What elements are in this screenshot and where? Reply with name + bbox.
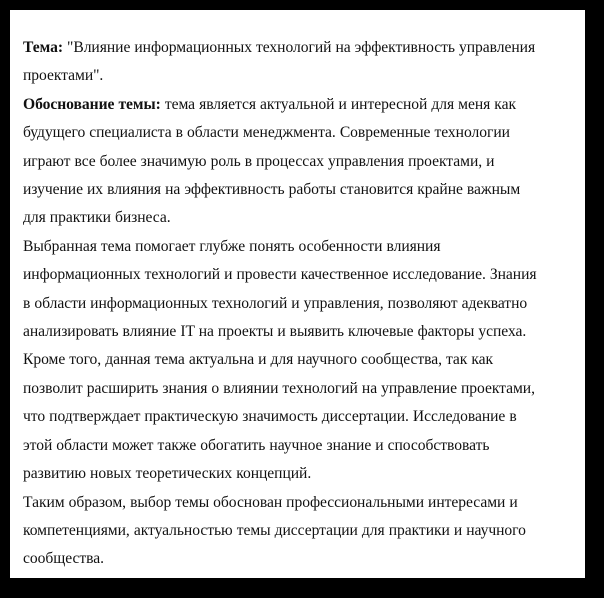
paragraph-3-line-3: что подтверждает практическую значимость диссертации. Исследование в <box>23 408 517 426</box>
paragraph-3-line-4: этой области может также обогатить научное знание и способствовать <box>23 436 490 454</box>
topic-title-text: "Влияние информационных технологий на эффективность управления <box>62 39 536 56</box>
justification-paragraph <box>23 91 575 233</box>
paragraph-3-line-2: позволит расширить знания о влиянии технологий на управление проектами, <box>23 379 535 397</box>
paragraph-2-line-3: в области информационных технологий и управления, позволяют адекватно <box>23 294 528 312</box>
justification-line-5: для практики бизнеса. <box>23 209 171 227</box>
paragraph-3-line-1: Кроме того, данная тема актуальна и для научного сообщества, так как <box>23 351 494 369</box>
justification-line-3: играют все более значимую роль в процессах управления проектами, и <box>23 152 495 170</box>
justification-text: тема является актуальной и интересной для меня как <box>160 95 516 113</box>
paragraph-3-line-5: развитию новых теоретических концепций. <box>23 465 312 483</box>
paragraph-2-line-2: информационных технологий и провести качественное исследование. Знания <box>23 266 537 284</box>
paragraph-3 <box>23 346 575 488</box>
justification-label: Обоснование темы: <box>23 95 161 113</box>
justification-line-1 <box>23 91 575 119</box>
paragraph-4-line-2: компетенциями, актуальностью темы диссертации для практики и научного <box>23 521 526 539</box>
justification-line-4: изучение их влияния на эффективность работы становится крайне важным <box>23 181 521 199</box>
document-page <box>10 10 585 578</box>
paragraph-2-line-4: анализировать влияние IT на проекты и выявить ключевые факторы успеха. <box>23 323 527 341</box>
topic-line-2: проектами". <box>23 67 104 85</box>
paragraph-4 <box>23 489 575 574</box>
paragraph-2-line-1: Выбранная тема помогает глубже понять особенности влияния <box>23 237 441 255</box>
paragraph-2 <box>23 233 575 347</box>
justification-line-2: будущего специалиста в области менеджмента. Современные технологии <box>23 124 510 142</box>
topic-label: Тема: <box>23 39 63 56</box>
paragraph-4-line-3: сообщества. <box>23 550 104 568</box>
topic-line-1 <box>23 34 575 62</box>
topic-paragraph <box>23 34 575 91</box>
paragraph-4-line-1: Таким образом, выбор темы обоснован профессиональными интересами и <box>23 493 518 511</box>
